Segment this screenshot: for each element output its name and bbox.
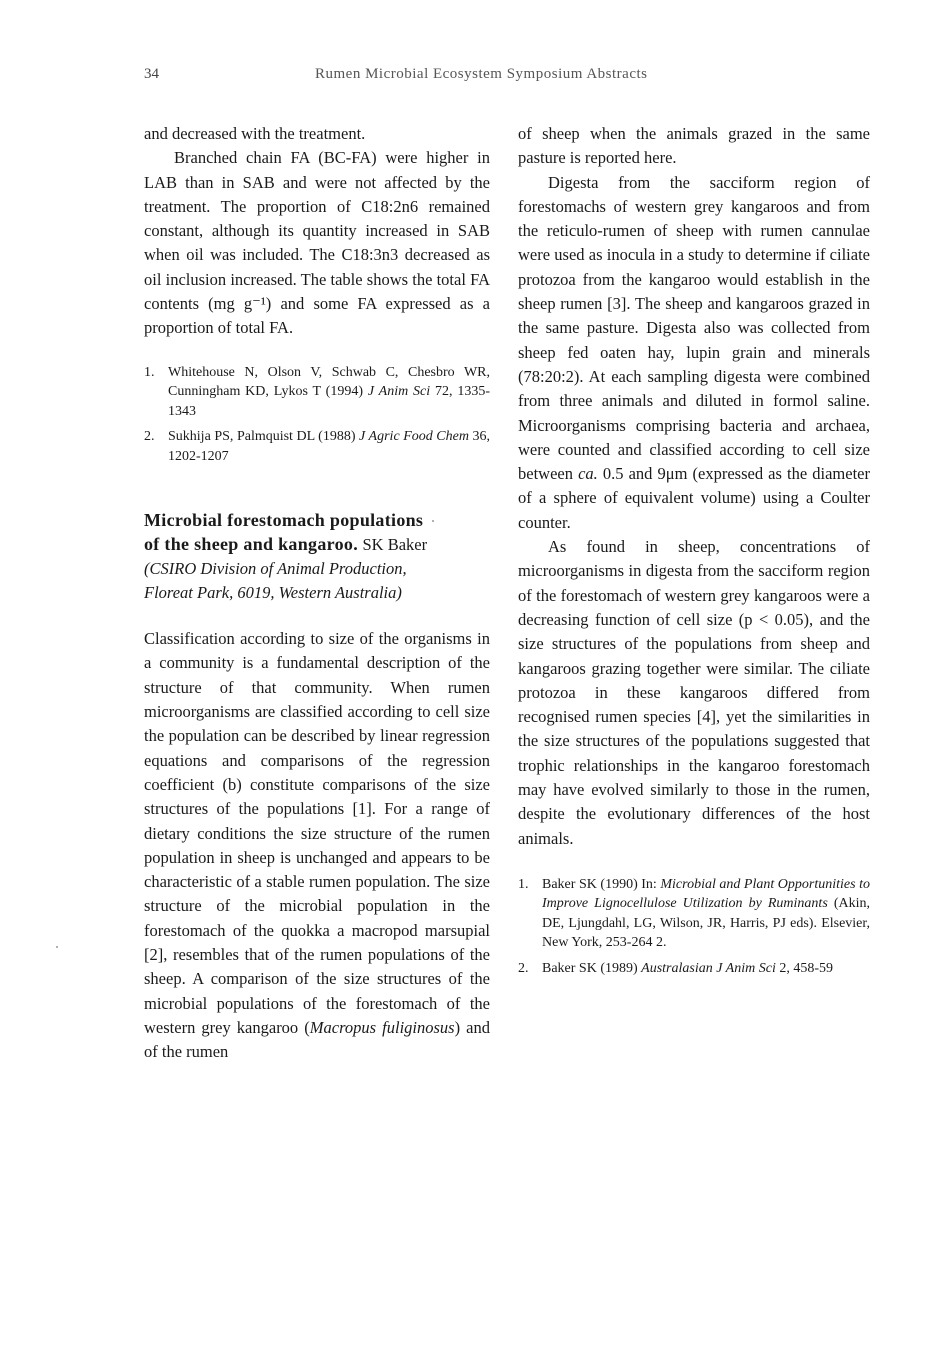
paragraph-digesta: Digesta from the sacciform region of forestomachs of western grey kangaroos and from the reticulo-rumen of sheep with rumen cannulae were used as inocula in a study to determine if ciliate protozoa from the kangaroo would establish in the sheep rumen [3]. The sheep and kangaroos grazed in the same pasture. Digesta also was collected from sheep fed oaten hay, lupin grain and minerals (78:20:2). At each sampling digesta were combined from three animals and diluted in formol saline. Microorganisms comprising bacteria and archaea, were counted and classified according to cell size between ca. 0.5 and 9μm (expressed as the diameter of a sphere of equivalent volume) using a Coulter counter. [518,172,870,532]
paragraph-continued: and decreased with the treatment. [144,124,366,143]
paragraph-sheep: of sheep when the animals grazed in the same pasture is reported here. [518,124,870,168]
abstract-author: SK Baker [362,535,428,555]
species-name: Macropus fuliginosus [309,1017,455,1037]
page-header [0,66,930,86]
reference-list-1 [144,363,490,467]
abstract-affiliation-line-1: (CSIRO Division of Animal Production, [144,559,407,579]
reference-item: 2. Baker SK (1989) Australasian J Anim Sci 2, 458-59 [518,960,834,976]
reference-list-2 [518,875,870,979]
abstract-heading [144,508,490,605]
paragraph-bcfa: Branched chain FA (BC-FA) were higher in LAB than in SAB and were not affected by the treatment. The proportion of C18:2n6 remained constant, although its quantity increased in SAB when oil was included. The C18:3n3 decreased as oil inclusion increased. The table shows the total FA contents (mg g⁻¹) and some FA expressed as a proportion of total FA. [144,148,490,338]
reference-item: 2. Sukhija PS, Palmquist DL (1988) J Agric Food Chem 36, 1202-1207 [144,429,491,464]
right-column [518,122,870,984]
abstract-title-line-1: Microbial forestomach populations [144,510,424,531]
scan-speck [56,946,58,948]
reference-item: 1. Whitehouse N, Olson V, Schwab C, Chesbro WR, Cunningham KD, Lykos T (1994) J Anim Sci 72, 1335-1343 [144,364,491,419]
page-number: 34 [144,66,159,82]
abstract-affiliation-line-2: Floreat Park, 6019, Western Australia) [144,583,402,603]
left-column [144,122,490,1065]
abstract-title-line-2: of the sheep and kangaroo. [144,534,358,555]
running-head: Rumen Microbial Ecosystem Symposium Abstracts [315,66,648,82]
scan-speck [432,520,434,522]
paragraph-classification: Classification according to size of the organisms in a community is a fundamental description of the structure of that community. When rumen microorganisms are classified according to cell size the population can be described by linear regression equations and comparisons of the regression coefficient (b) constitute comparisons of the size structures of the populations [1]. For a range of dietary conditions the size structure of the rumen population in sheep is unchanged and appears to be characteristic of a stable rumen population. The size structure of the microbial population in the forestomach of the quokka a macropod marsupial [2], resembles that of the rumen populations of the sheep. A comparison of the size structures of the microbial populations of the forestomach of the western grey kangaroo (Macropus fuliginosus) and of the rumen [144,629,490,1062]
paragraph-results: As found in sheep, concentrations of microorganisms in digesta from the sacciform region of the forestomach of western grey kangaroos were a decreasing function of cell size (p < 0.05), and the size structures of the populations from sheep and kangaroos grazing together were similar. The ciliate protozoa in these kangaroos differed from recognised rumen species [4], yet the similarities in the size structures of the populations suggested that trophic relationships in the kangaroo forestomach may have evolved similarly to those in the rumen, despite the evolutionary differences of the host animals. [518,537,870,848]
reference-item: 1. Baker SK (1990) In: Microbial and Plant Opportunities to Improve Lignocellulose Utilization by Ruminants (Akin, DE, Ljungdahl, LG, Wilson, JR, Harris, PJ eds). Elsevier, New York, 253-264 2. [518,876,871,951]
